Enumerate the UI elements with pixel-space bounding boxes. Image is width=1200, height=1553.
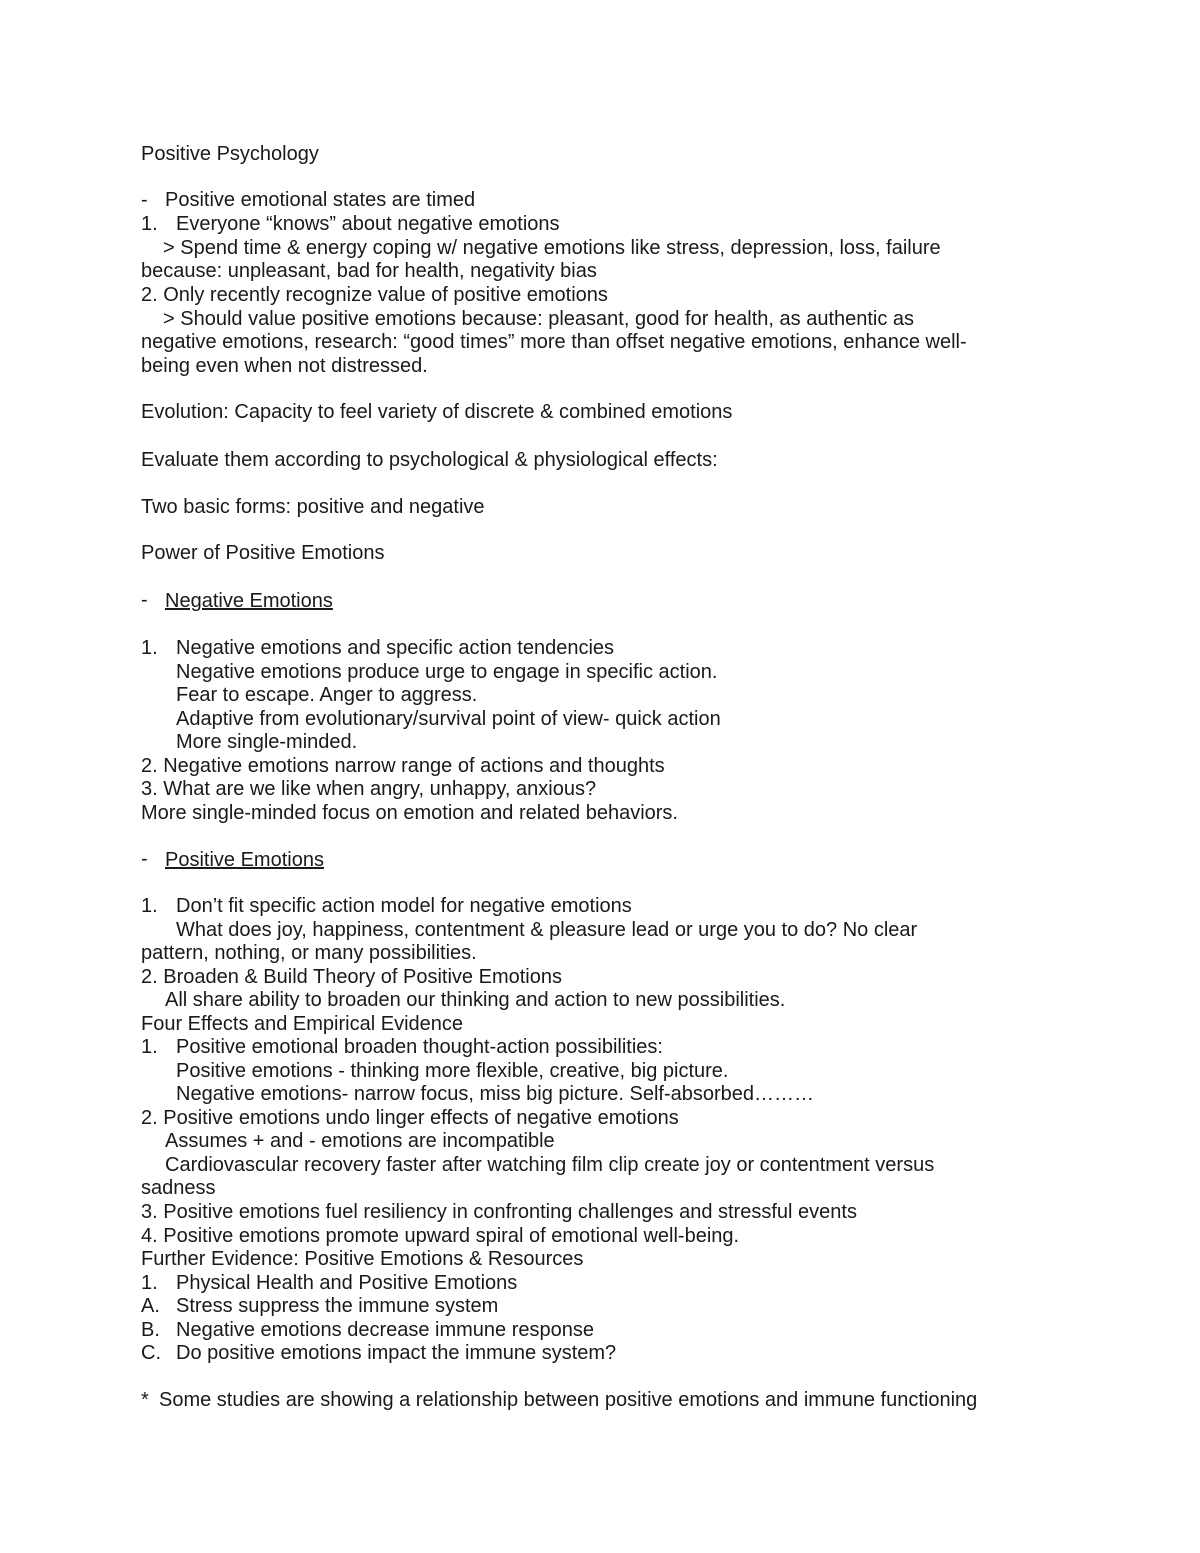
list-marker-dash: - xyxy=(141,848,148,870)
effect-1-detail: Positive emotions - thinking more flexible, creative, big picture. xyxy=(176,1060,729,1082)
positive-item-1-detail: What does joy, happiness, contentment & pleasure lead or urge you to do? No clear xyxy=(176,919,918,941)
health-item-c: Do positive emotions impact the immune system? xyxy=(176,1342,617,1364)
evaluate-line: Evaluate them according to psychological & physiological effects: xyxy=(141,449,718,471)
negative-item-1-detail: Fear to escape. Anger to aggress. xyxy=(176,684,478,706)
positive-heading: Positive Emotions xyxy=(165,849,324,871)
section-heading: Power of Positive Emotions xyxy=(141,542,385,564)
effect-2-detail: sadness xyxy=(141,1177,216,1199)
health-item-b: Negative emotions decrease immune response xyxy=(176,1319,594,1341)
health-item: Physical Health and Positive Emotions xyxy=(176,1272,518,1294)
further-evidence-heading: Further Evidence: Positive Emotions & Resources xyxy=(141,1248,584,1270)
intro-item-1-detail: > Spend time & energy coping w/ negative emotions like stress, depression, loss, failure xyxy=(163,237,941,259)
effect-1-detail: Negative emotions- narrow focus, miss big picture. Self-absorbed……… xyxy=(176,1083,815,1105)
list-marker-letter: B. xyxy=(141,1319,160,1341)
positive-item-2: 2. Broaden & Build Theory of Positive Emotions xyxy=(141,966,562,988)
intro-item-2-detail: negative emotions, research: “good times” more than offset negative emotions, enhance well- xyxy=(141,331,967,353)
four-effects-heading: Four Effects and Empirical Evidence xyxy=(141,1013,464,1035)
list-marker-letter: C. xyxy=(141,1342,161,1364)
evolution-line: Evolution: Capacity to feel variety of discrete & combined emotions xyxy=(141,401,733,423)
list-marker-number: 1. xyxy=(141,637,158,659)
intro-item-1-detail: because: unpleasant, bad for health, negativity bias xyxy=(141,260,597,282)
negative-item-3: 3. What are we like when angry, unhappy, anxious? xyxy=(141,778,597,800)
effect-2-detail: Assumes + and - emotions are incompatible xyxy=(165,1130,555,1152)
health-item-a: Stress suppress the immune system xyxy=(176,1295,499,1317)
intro-item-2: 2. Only recently recognize value of positive emotions xyxy=(141,284,608,306)
list-marker-number: 1. xyxy=(141,213,158,235)
intro-bullet: Positive emotional states are timed xyxy=(165,189,476,211)
positive-item-2-detail: All share ability to broaden our thinking and action to new possibilities. xyxy=(165,989,786,1011)
intro-item-1: Everyone “knows” about negative emotions xyxy=(176,213,560,235)
note-line: Some studies are showing a relationship between positive emotions and immune functioning xyxy=(159,1389,978,1411)
negative-item-1-detail: Negative emotions produce urge to engage in specific action. xyxy=(176,661,718,683)
two-forms-line: Two basic forms: positive and negative xyxy=(141,496,485,518)
negative-item-1-detail: More single-minded. xyxy=(176,731,358,753)
negative-item-2: 2. Negative emotions narrow range of actions and thoughts xyxy=(141,755,665,777)
effect-3: 3. Positive emotions fuel resiliency in confronting challenges and stressful events xyxy=(141,1201,857,1223)
negative-item-1: Negative emotions and specific action tendencies xyxy=(176,637,615,659)
positive-item-1-detail: pattern, nothing, or many possibilities. xyxy=(141,942,477,964)
list-marker-number: 1. xyxy=(141,895,158,917)
intro-item-2-detail: being even when not distressed. xyxy=(141,355,428,377)
effect-4: 4. Positive emotions promote upward spiral of emotional well-being. xyxy=(141,1225,740,1247)
negative-item-1-detail: Adaptive from evolutionary/survival point of view- quick action xyxy=(176,708,721,730)
list-marker-number: 1. xyxy=(141,1272,158,1294)
list-marker-letter: A. xyxy=(141,1295,160,1317)
list-marker-number: 1. xyxy=(141,1036,158,1058)
negative-heading: Negative Emotions xyxy=(165,590,333,612)
note-marker: * xyxy=(141,1389,149,1411)
effect-2: 2. Positive emotions undo linger effects of negative emotions xyxy=(141,1107,679,1129)
list-marker-dash: - xyxy=(141,189,148,211)
intro-item-2-detail: > Should value positive emotions because: pleasant, good for health, as authentic as xyxy=(163,308,915,330)
effect-2-detail: Cardiovascular recovery faster after watching film clip create joy or contentment versus xyxy=(165,1154,935,1176)
positive-item-1: Don’t fit specific action model for negative emotions xyxy=(176,895,632,917)
page-title: Positive Psychology xyxy=(141,143,319,165)
list-marker-dash: - xyxy=(141,589,148,611)
negative-summary: More single-minded focus on emotion and related behaviors. xyxy=(141,802,678,824)
effect-1: Positive emotional broaden thought-action possibilities: xyxy=(176,1036,663,1058)
